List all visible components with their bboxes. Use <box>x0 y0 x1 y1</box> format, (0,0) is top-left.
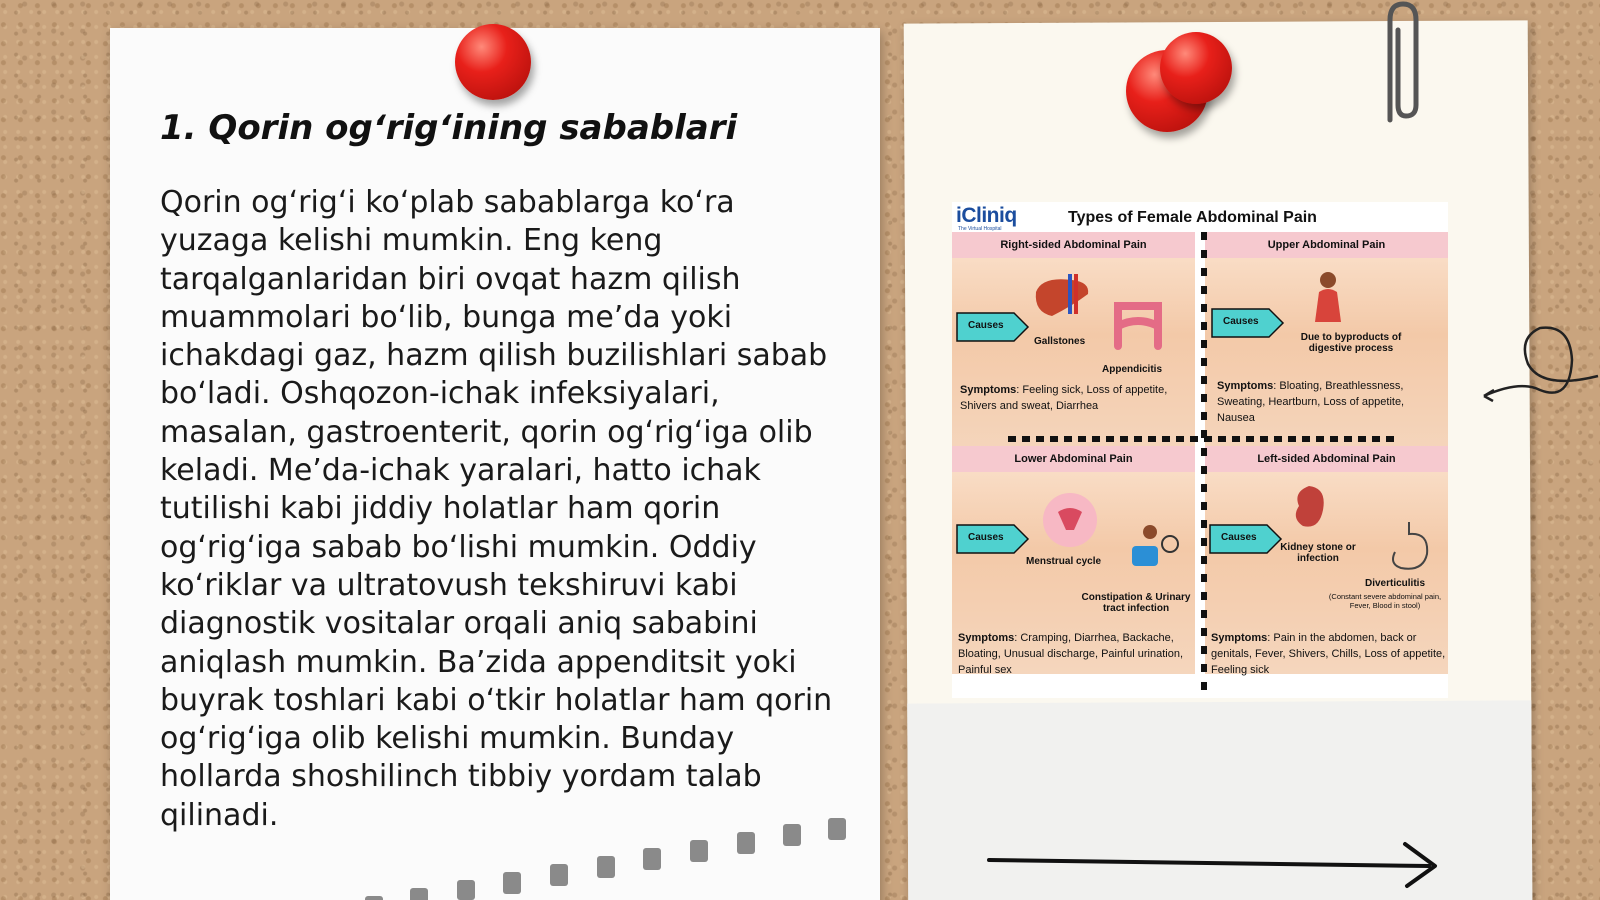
stomach-icon <box>1385 518 1435 574</box>
spiral-binding-holes <box>310 818 870 900</box>
intestine-icon <box>1108 296 1168 352</box>
pushpin-icon <box>455 24 531 100</box>
uterus-icon <box>1040 490 1100 550</box>
pushpin-icon <box>1160 32 1232 104</box>
symptoms-text: Symptoms: Cramping, Diarrhea, Backache, Bloating, Unusual discharge, Painful urination, Painful sex <box>958 632 1184 676</box>
horizontal-divider <box>1008 436 1394 442</box>
causes-label: Causes <box>968 532 1004 543</box>
diverticulitis-note: (Constant severe abdominal pain, Fever, Blood in stool) <box>1328 592 1442 610</box>
quadrant-left-sided <box>1205 446 1448 674</box>
quadrant-heading: Left-sided Abdominal Pain <box>1205 446 1448 472</box>
cause-constipation-uti: Constipation & Urinary tract infection <box>1081 592 1191 614</box>
vertical-divider <box>1201 232 1207 698</box>
causes-label: Causes <box>1223 316 1259 327</box>
note-title: 1. Qorin og‘rig‘ining sabablari <box>160 108 738 148</box>
symptoms-label: Symptoms <box>1217 380 1274 392</box>
symptoms-label: Symptoms <box>958 632 1015 644</box>
causes-label: Causes <box>1221 532 1257 543</box>
causes-label: Causes <box>968 320 1004 331</box>
symptoms-text: Symptoms: Pain in the abdomen, back or genitals, Fever, Shivers, Chills, Loss of appetite, Feeling sick <box>1211 632 1446 676</box>
quadrant-lower <box>952 446 1195 674</box>
cause-diverticulitis: Diverticulitis <box>1364 578 1426 589</box>
quadrant-upper <box>1205 232 1448 460</box>
iclinic-logo: iCliniq <box>956 204 1017 227</box>
quadrant-heading: Upper Abdominal Pain <box>1205 232 1448 258</box>
cause-gallstones: Gallstones <box>1034 336 1086 347</box>
infographic-header <box>952 202 1448 232</box>
left-note-paper <box>110 28 880 900</box>
cause-appendicitis: Appendicitis <box>1102 364 1163 375</box>
liver-icon <box>1032 272 1092 322</box>
arrow-right-icon <box>985 840 1445 890</box>
symptoms-text: Symptoms: Bloating, Breathlessness, Sweating, Heartburn, Loss of appetite, Nausea <box>1217 380 1405 424</box>
quadrant-heading: Right-sided Abdominal Pain <box>952 232 1195 258</box>
logo-subtitle: The Virtual Hospital <box>958 226 1002 232</box>
infographic-title: Types of Female Abdominal Pain <box>1068 209 1317 226</box>
abdominal-pain-infographic <box>952 202 1448 698</box>
symptoms-label: Symptoms <box>1211 632 1268 644</box>
string-decoration <box>1480 310 1600 410</box>
cause-kidney-stone: Kidney stone or infection <box>1280 542 1356 564</box>
note-body: Qorin og‘rig‘i ko‘plab sabablarga ko‘ra yuzaga kelishi mumkin. Eng keng tarqalganlaridan biri ovqat hazm qilish muammolari bo‘lib, bunga me’da yoki ichakdagi gaz, hazm qilish buzilishlari sabab bo‘ladi. Oshqozon-ichak infeksiyalari, masalan, gastroenterit, qorin og‘rig‘iga olib keladi. Me’da-ichak yaralari, hatto ichak tutilishi kabi jiddiy holatlar ham qorin og‘rig‘iga sabab bo‘lishi mumkin. Oddiy ko‘riklar va ultratovush tekshiruvi kabi diagnostik vositalar orqali aniq sababini aniqlash mumkin. Ba’zida appenditsit yoki buyrak toshlari kabi o‘tkir holatlar ham qorin og‘rig‘iga olib kelishi mumkin. Bunday hollarda shoshilinch tibbiy yordam talab qilinadi. <box>160 185 833 833</box>
symptoms-label: Symptoms <box>960 384 1017 396</box>
quadrant-right-sided <box>952 232 1195 460</box>
paperclip-icon <box>1378 0 1428 125</box>
cause-menstrual-cycle: Menstrual cycle <box>1026 556 1102 567</box>
cause-byproducts: Due to byproducts of digestive process <box>1300 332 1402 354</box>
woman-icon <box>1303 268 1353 324</box>
quadrant-heading: Lower Abdominal Pain <box>952 446 1195 472</box>
toilet-icon <box>1124 516 1180 572</box>
kidney-icon <box>1289 482 1329 532</box>
symptoms-text: Symptoms: Feeling sick, Loss of appetite, Shivers and sweat, Diarrhea <box>960 384 1168 412</box>
